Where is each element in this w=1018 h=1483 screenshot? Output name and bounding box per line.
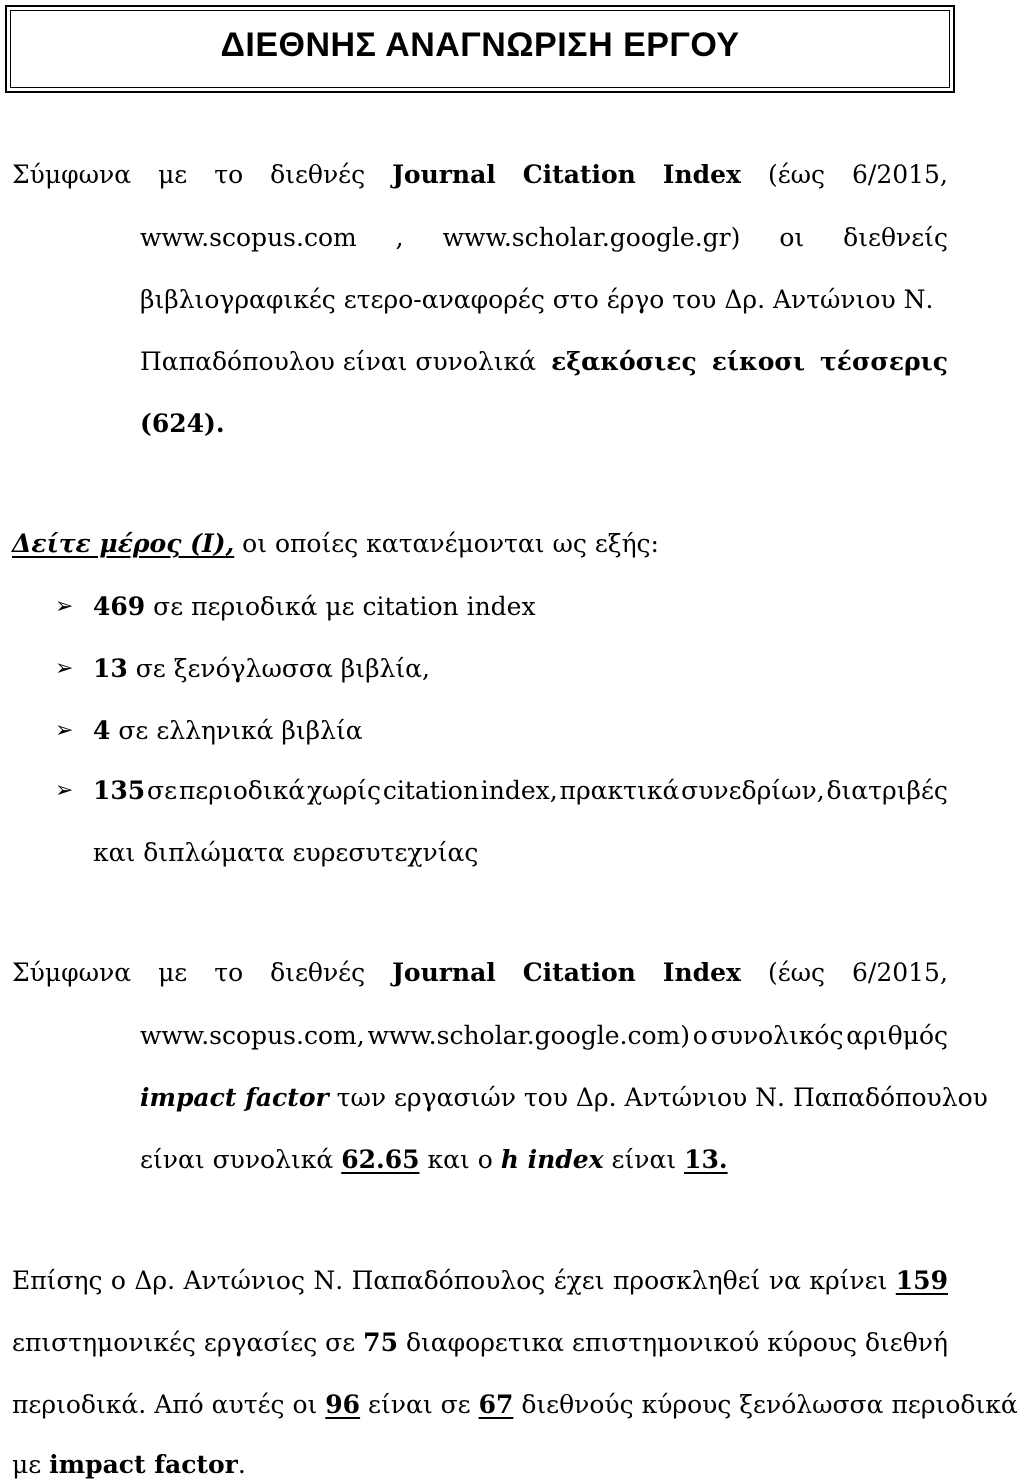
para4-line1 [12,1266,948,1296]
word: Σύμφωνα [12,958,132,987]
text: με [12,1450,50,1479]
word: συνεδρίων, [681,776,825,805]
journal-word: Journal [392,160,496,189]
word: Παπαδόπουλος [351,1266,546,1295]
bullet-number: 4 [93,716,111,745]
impact-factor-label: impact factor [140,1083,329,1112]
h-index-label: h index [500,1145,604,1174]
word: Αντώνιος [183,1266,305,1295]
bullet-number: 469 [93,592,146,621]
para1-line1 [12,160,948,190]
h-index-value: 13. [684,1145,728,1174]
word: αριθμός [846,1021,948,1050]
word: με [158,160,188,189]
para1-line5 [140,409,225,439]
bullet-item [93,776,948,806]
word: σε [147,776,178,805]
word: διεθνείς [843,223,948,252]
count-67: 67 [478,1390,514,1419]
word: citation [382,776,479,805]
word: επιστημονικού [572,1328,760,1357]
word: Παπαδόπουλου είναι συνολικά [140,347,537,376]
text: διεθνούς κύρους ξενόλωσσα περιοδικά [513,1390,1018,1419]
bullet-number: 135 [93,776,146,805]
word: διαφορετικα [405,1328,565,1357]
citation-word: Citation [522,958,636,987]
para3-line2 [140,1021,948,1051]
word: 6/2015, [852,160,948,189]
part-i-link[interactable]: Δείτε μέρος (Ι), [12,529,235,558]
word: (έως [767,958,826,987]
word: προσκληθεί [612,1266,761,1295]
bullet-item [93,592,536,622]
word: διατριβές [826,776,948,805]
para3-line1 [12,958,948,988]
reviews-count: 159 [895,1266,948,1295]
word: να [768,1266,801,1295]
para3-line4 [140,1145,728,1175]
journal-word: Journal [392,958,496,987]
scopus-link: www.scopus.com, [140,1021,365,1050]
index-word: Index [662,160,741,189]
word: διεθνές [270,160,366,189]
para3-line3 [140,1083,988,1113]
heading-rest: οι οποίες κατανέμονται ως εξής: [234,529,659,558]
word: διεθνή [864,1328,948,1357]
para4-line2 [12,1328,948,1358]
count-96: 96 [325,1390,361,1419]
scopus-link: www.scopus.com [140,223,357,252]
text: περιοδικά. Από αυτές οι [12,1390,326,1419]
text: είναι [603,1145,685,1174]
count-word: τέσσερις [819,347,948,376]
word: το [214,160,244,189]
word: ο [110,1266,126,1295]
para1-line3: βιβλιογραφικές ετερο-αναφορές στο έργο του Δρ. Αντώνιου Ν. [140,285,934,314]
impact-factor-label: impact factor [49,1450,238,1479]
word: 6/2015, [852,958,948,987]
arrow-bullet-icon: ➢ [55,594,74,619]
word: οι [779,223,805,252]
arrow-bullet-icon: ➢ [55,718,74,743]
bullet-continuation: και διπλώματα ευρεσυτεχνίας [93,838,479,867]
word: ο [692,1021,708,1050]
word: εργασίες [203,1328,318,1357]
word: επιστημονικές [12,1328,196,1357]
count-word: είκοσι [711,347,805,376]
para1-line4 [140,347,948,377]
text: και ο [419,1145,501,1174]
count-number: (624). [140,409,225,438]
bullet-item [93,716,363,746]
word: , [395,223,404,252]
arrow-bullet-icon: ➢ [55,656,74,681]
text: είναι σε [360,1390,479,1419]
para2-heading [12,529,659,559]
word: Σύμφωνα [12,160,132,189]
word: index, [480,776,558,805]
arrow-bullet-icon: ➢ [55,778,74,803]
word: το [214,958,244,987]
bullet-text: σε ελληνικά βιβλία [110,716,363,745]
para4-line3 [12,1390,1018,1420]
page-title: ΔΙΕΘΝΗΣ ΑΝΑΓΝΩΡΙΣΗ ΕΡΓΟΥ [220,25,740,64]
word: Ν. [313,1266,344,1295]
word: χωρίς [306,776,381,805]
word: συνολικός [710,1021,844,1050]
citation-word: Citation [522,160,636,189]
word: κύρους [767,1328,857,1357]
text: . [237,1450,246,1479]
word: (έως [767,160,826,189]
bullet-text: σε περιοδικά με citation index [145,592,536,621]
journals-count: 75 [363,1328,398,1357]
bullet-item [93,654,430,684]
scholar-link: www.scholar.google.gr) [442,223,741,252]
title-box [5,5,955,93]
word: με [158,958,188,987]
word: περιοδικά [178,776,306,805]
count-word: εξακόσιες [551,347,697,376]
scholar-link: www.scholar.google.com) [367,1021,691,1050]
para4-line4 [12,1450,246,1480]
word: πρακτικά [559,776,680,805]
bullet-number: 13 [93,654,128,683]
bullet-text: σε ξενόγλωσσα βιβλία, [127,654,430,683]
word: σε [325,1328,356,1357]
text: των εργασιών του Δρ. Αντώνιου Ν. Παπαδόπουλου [328,1083,988,1112]
text: είναι συνολικά [140,1145,342,1174]
index-word: Index [662,958,741,987]
word: Δρ. [134,1266,176,1295]
word: κρίνει [809,1266,888,1295]
word: Επίσης [12,1266,103,1295]
impact-factor-value: 62.65 [341,1145,420,1174]
word: έχει [553,1266,605,1295]
word: διεθνές [270,958,366,987]
para1-line2 [140,223,948,253]
